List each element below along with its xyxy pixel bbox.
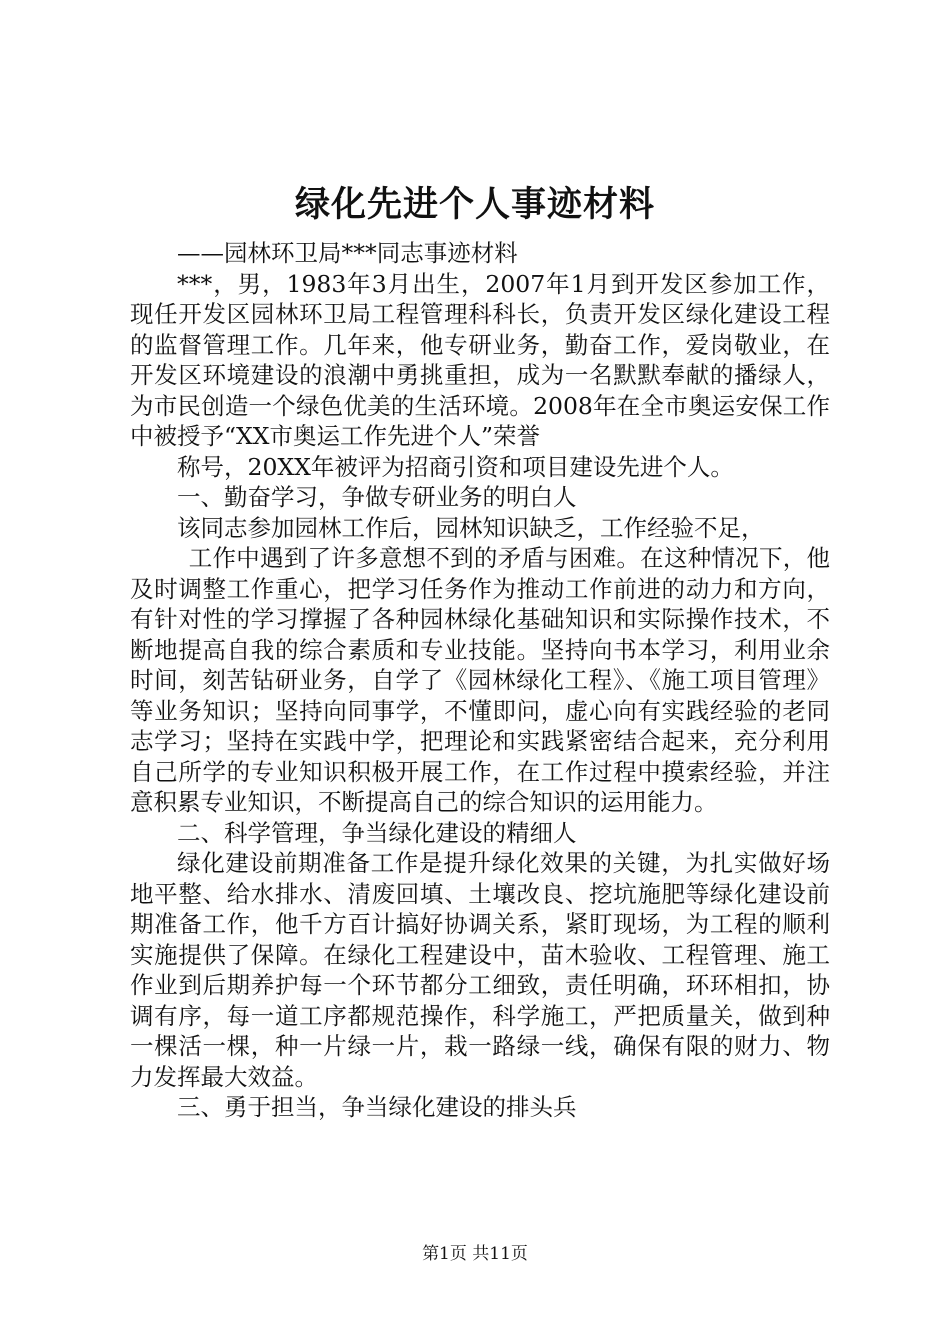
document-body — [130, 238, 830, 1123]
intro-paragraph: ***，男，1983年3月出生，2007年1月到开发区参加工作，现任开发区园林环卫局工程管理科科长，负责开发区绿化建设工程的监督管理工作。几年来，他专研业务，勤奋工作，爱岗敬业，在开发区环境建设的浪潮中勇挑重担，成为一名默默奉献的播绿人，为市民创造一个绿色优美的生活环境。2008年在全市奥运安保工作中被授予“XX市奥运工作先进个人”荣誉 — [130, 269, 830, 450]
section-heading-2: 二、科学管理，争当绿化建设的精细人 — [177, 818, 577, 847]
page-footer: 第1页 共11页 — [422, 1244, 528, 1264]
section-1-paragraph-b: 工作中遇到了许多意想不到的矛盾与困难。在这种情况下，他及时调整工作重心，把学习任务作为推动工作前进的动力和方向，有针对性的学习撑握了各种园林绿化基础知识和实际操作技术，不断地提高自我的综合素质和专业技能。坚持向书本学习，利用业余时间，刻苦钻研业务，自学了《园林绿化工程》、《施工项目管理》等业务知识；坚持向同事学，不懂即问，虚心向有实践经验的老同志学习；坚持在实践中学，把理论和实践紧密结合起来，充分利用自己所学的专业知识积极开展工作，在工作过程中摸索经验，并注意积累专业知识，不断提高自己的综合知识的运用能力。 — [130, 544, 830, 816]
subtitle-paragraph: ——园林环卫局***同志事迹材料 — [177, 239, 518, 267]
section-heading-3: 三、勇于担当，争当绿化建设的排头兵 — [177, 1093, 577, 1121]
intro-continuation-paragraph: 称号，20XX年被评为招商引资和项目建设先进个人。 — [177, 452, 734, 481]
section-1-paragraph-a: 该同志参加园林工作后，园林知识缺乏，工作经验不足， — [177, 513, 765, 542]
section-2-paragraph: 绿化建设前期准备工作是提升绿化效果的关键，为扎实做好场地平整、给水排水、清废回填、土壤改良、挖坑施肥等绿化建设前期准备工作，他千方百计搞好协调关系，紧盯现场，为工程的顺利实施提供了保障。在绿化工程建设中，苗木验收、工程管理、施工作业到后期养护每一个环节都分工细致，责任明确，环环相扣，协调有序，每一道工序都规范操作，科学施工，严把质量关，做到种一棵活一棵，种一片绿一片，栽一路绿一线，确保有限的财力、物力发挥最大效益。 — [130, 849, 830, 1091]
section-heading-1: 一、勤奋学习，争做专研业务的明白人 — [177, 483, 577, 511]
document-title: 绿化先进个人事迹材料 — [294, 184, 655, 225]
